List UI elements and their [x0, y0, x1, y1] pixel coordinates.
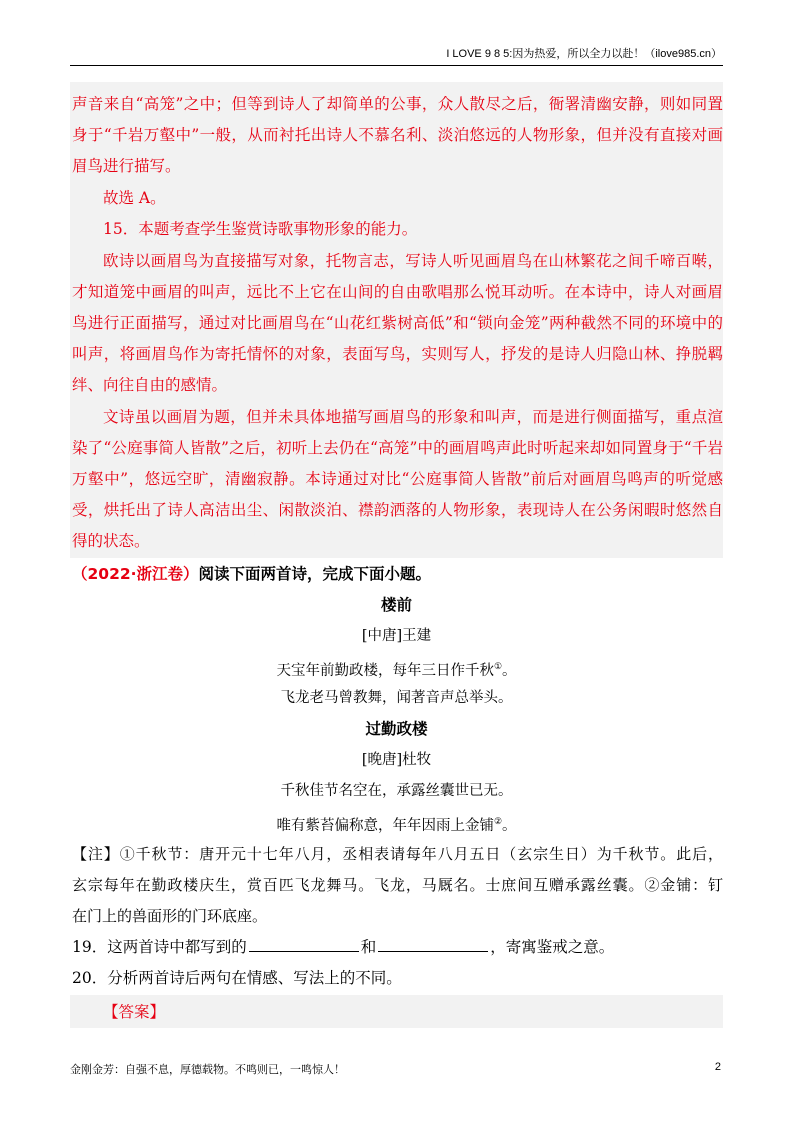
explanation-line: 声音来自“高笼”之中；但等到诗人了却简单的公事，众人散尽之后，衙署清幽安静，则如同置: [72, 95, 723, 113]
poem2-title: 过勤政楼: [365, 720, 428, 738]
footnote-marker-1: ①: [493, 662, 503, 672]
page-header: I LOVE 9 8 5:因为热爱，所以全力以赴！（ilove985.cn）: [446, 48, 722, 60]
header-rule: [70, 65, 723, 66]
poem2-line2: 唯有紫苔偏称意，年年因雨上金铺②。: [276, 817, 517, 834]
explanation-line: 鸟进行正面描写，通过对比画眉鸟在“山花红紫树高低”和“锁向金笼”两种截然不同的环境中的: [72, 314, 723, 332]
answer-label: 【答案】: [103, 1003, 166, 1021]
page-number: 2: [714, 1061, 721, 1073]
answer-shade: [70, 995, 723, 1028]
explanation-line: 才知道笼中画眉的叫声，远比不上它在山间的自由歌唱那么悦耳动听。在本诗中，诗人对画眉: [72, 283, 723, 301]
explanation-line: 绊、向往自由的感情。: [72, 376, 228, 394]
question-source: （2022·浙江卷）: [72, 565, 199, 583]
question-intro: [72, 563, 723, 585]
footnote-marker-2: ②: [493, 817, 503, 827]
explanation-line: 身于“千岩万壑中”一般，从而衬托出诗人不慕名利、淡泊悠远的人物形象，但并没有直接对画: [72, 126, 723, 144]
explanation-line: 叫声，将画眉鸟作为寄托情怀的对象，表面写鸟，实则写人，抒发的是诗人归隐山林、挣脱羁: [72, 345, 723, 363]
question-19: 19．这两首诗中都写到的 和 ，寄寓鉴戒之意。: [72, 938, 615, 956]
question-20: 20．分析两首诗后两句在情感、写法上的不同。: [72, 969, 402, 987]
notes-line: 【注】①千秋节：唐开元十七年八月，丞相表请每年八月五日（玄宗生日）为千秋节。此后，: [72, 845, 723, 863]
explanation-line: 受，烘托出了诗人高洁出尘、闲散淡泊、襟韵洒落的人物形象，表现诗人在公务闲暇时悠然自: [72, 501, 723, 519]
answer-blank-2[interactable]: [378, 937, 488, 952]
poem2-author: [晚唐]杜牧: [361, 752, 432, 768]
poem2-line1: 千秋佳节名空在，承露丝囊世已无。: [280, 783, 513, 799]
explanation-line: 得的状态。: [72, 532, 150, 550]
explanation-line: 故选 A。: [103, 189, 166, 207]
explanation-line: 眉鸟进行描写。: [72, 157, 181, 175]
explanation-line: 染了“公庭事简人皆散”之后，初听上去仍在“高笼”中的画眉鸣声此时听起来却如同置身于“千岩: [72, 439, 723, 457]
answer-blank-1[interactable]: [249, 937, 359, 952]
notes-line: 在门上的兽面形的门环底座。: [72, 907, 268, 925]
poem1-title: 楼前: [380, 596, 412, 614]
explanation-line: 万壑中”，悠远空旷，清幽寂静。本诗通过对比“公庭事简人皆散”前后对画眉鸟鸣声的听觉感: [72, 470, 723, 488]
explanation-line: 欧诗以画眉鸟为直接描写对象，托物言志，写诗人听见画眉鸟在山林繁花之间千啼百啭，: [103, 252, 723, 270]
notes-line: 玄宗每年在勤政楼庆生，赏百匹飞龙舞马。飞龙，马厩名。士庶间互赠承露丝囊。②金铺：钉: [72, 876, 723, 894]
poem1-line1: 天宝年前勤政楼，每年三日作千秋①。: [276, 662, 517, 679]
explanation-line: 15．本题考查学生鉴赏诗歌事物形象的能力。: [103, 220, 418, 238]
explanation-line: 文诗虽以画眉为题，但并未具体地描写画眉鸟的形象和叫声，而是进行侧面描写，重点渲: [103, 408, 723, 426]
poem1-author: [中唐]王建: [361, 628, 432, 644]
question-instruction: 阅读下面两首诗，完成下面小题。: [198, 565, 432, 583]
poem1-line2: 飞龙老马曾教舞，闻著音声总举头。: [280, 690, 513, 706]
footer-motto: 金刚金芳：自强不息，厚德载物。不鸣则已，一鸣惊人！: [70, 1063, 345, 1076]
